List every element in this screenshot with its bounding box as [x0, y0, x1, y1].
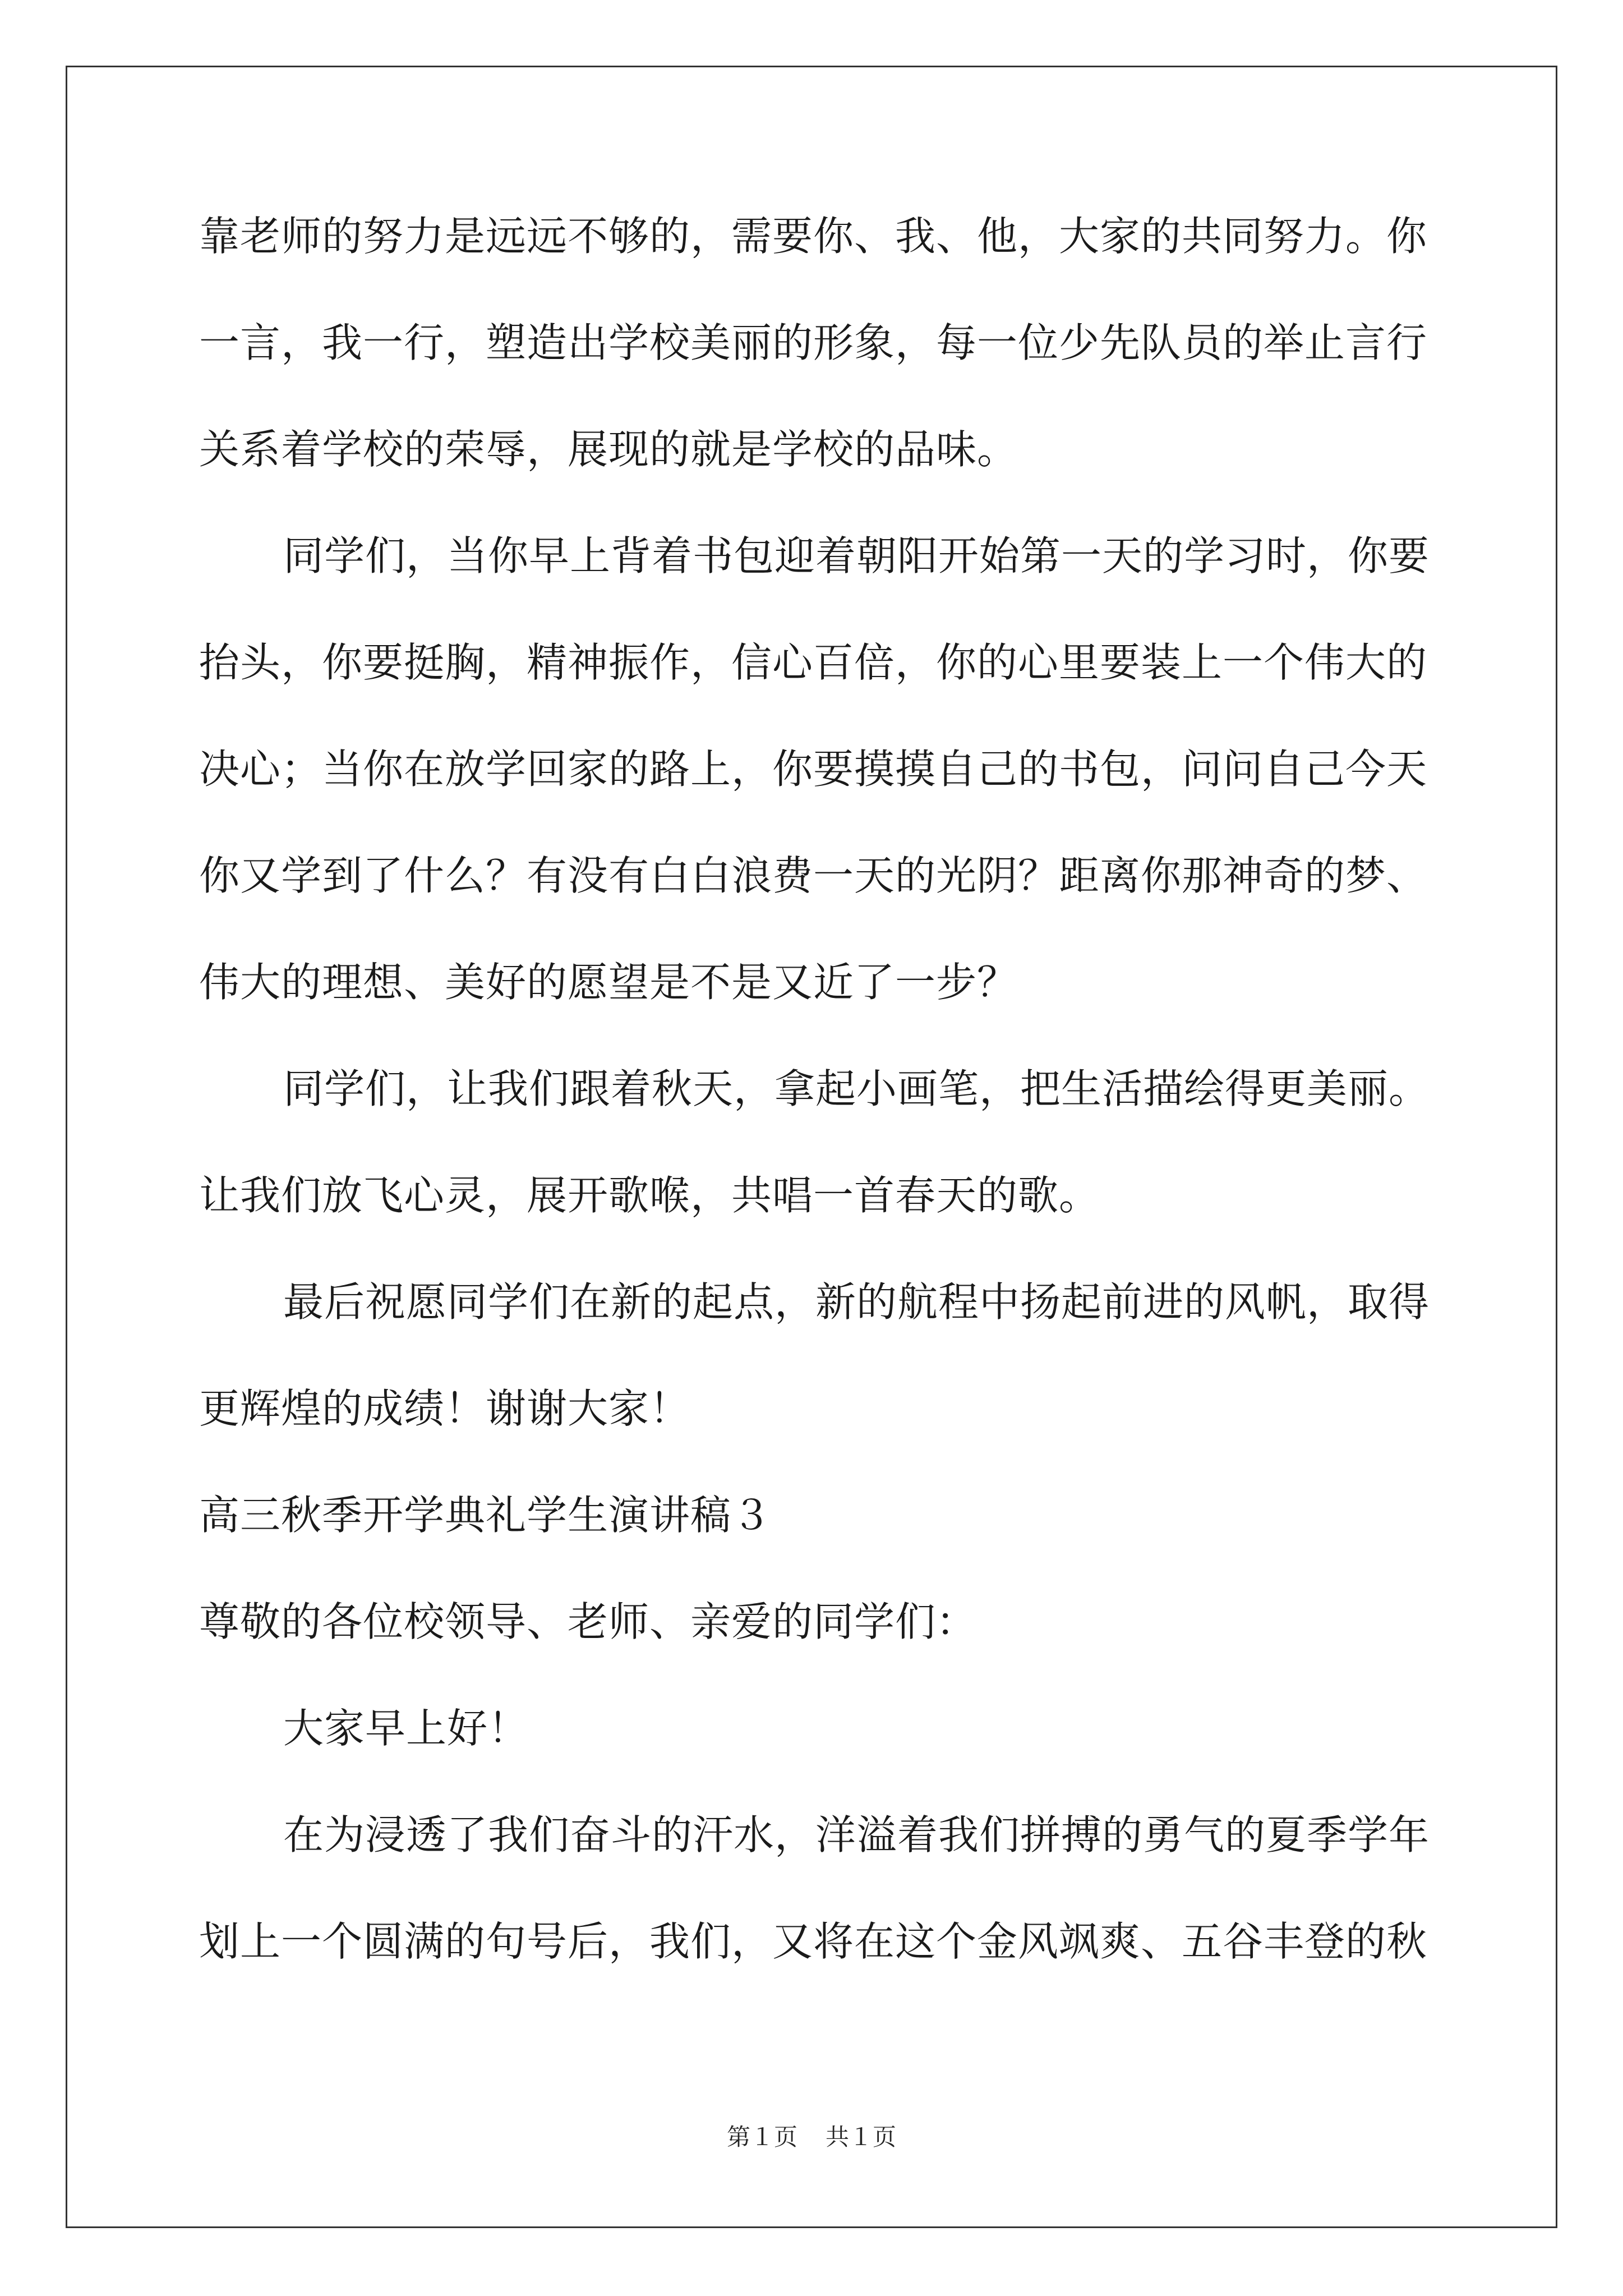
page-total: 共１页	[826, 2123, 897, 2151]
text-line: 在为浸透了我们奋斗的汗水，洋溢着我们拼搏的勇气的夏季学年	[283, 1811, 1430, 1858]
text-line: 划上一个圆满的句号后，我们，又将在这个金风飒爽、五谷丰登的秋	[199, 1918, 1428, 1965]
text-line: 同学们，当你早上背着书包迎着朝阳开始第一天的学习时，你要	[283, 532, 1430, 579]
text-line: 一言，我一行，塑造出学校美丽的形象，每一位少先队员的举止言行	[199, 319, 1428, 366]
text-line: 更辉煌的成绩！谢谢大家！	[199, 1385, 691, 1432]
text-line: 让我们放飞心灵，展开歌喉，共唱一首春天的歌。	[199, 1172, 1100, 1219]
text-line: 抬头，你要挺胸，精神振作，信心百倍，你的心里要装上一个伟大的	[199, 639, 1428, 686]
text-line: 决心；当你在放学回家的路上，你要摸摸自己的书包，问问自己今天	[199, 746, 1428, 793]
text-line: 最后祝愿同学们在新的起点，新的航程中扬起前进的风帆，取得	[283, 1278, 1430, 1326]
greeting: 大家早上好！	[283, 1705, 529, 1752]
salutation: 尊敬的各位校领导、老师、亲爱的同学们：	[199, 1598, 978, 1645]
text-line: 靠老师的努力是远远不够的，需要你、我、他，大家的共同努力。你	[199, 213, 1428, 260]
text-line: 关系着学校的荣辱，展现的就是学校的品味。	[199, 426, 1018, 473]
text-line: 伟大的理想、美好的愿望是不是又近了一步？	[199, 959, 1018, 1006]
section-heading: 高三秋季开学典礼学生演讲稿３	[199, 1492, 773, 1539]
page-footer	[0, 2120, 1623, 2154]
page-number: 第１页	[726, 2123, 797, 2151]
text-line: 你又学到了什么？有没有白白浪费一天的光阴？距离你那神奇的梦、	[199, 852, 1428, 899]
document-body	[199, 205, 1430, 2017]
text-line: 同学们，让我们跟着秋天，拿起小画笔，把生活描绘得更美丽。	[283, 1065, 1430, 1112]
